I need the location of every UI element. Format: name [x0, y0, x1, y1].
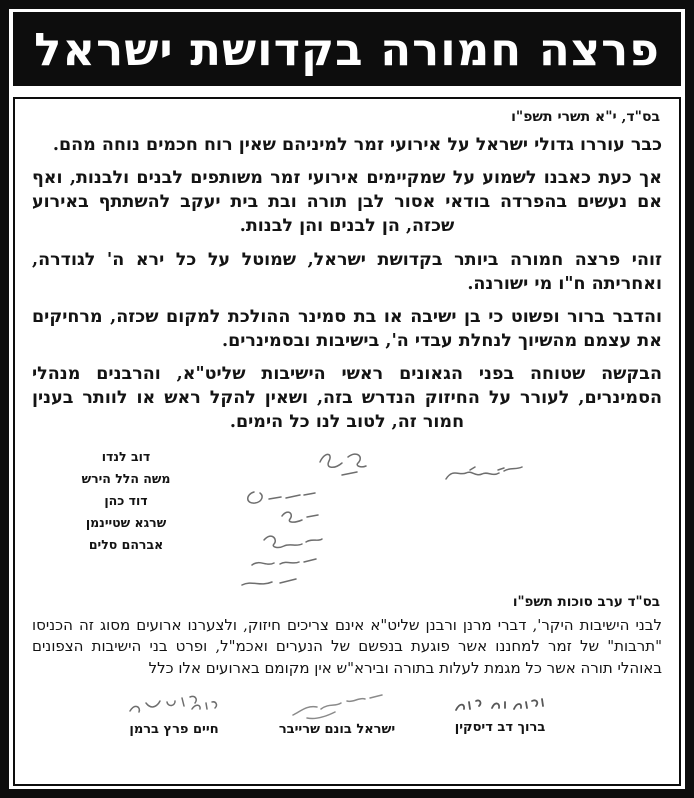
signatory-name: ברוך דב דיסקין: [454, 719, 546, 735]
paragraph-5: הבקשה שטוחה בפני הגאונים ראשי הישיבות שליט"א, והרבנים מנהלי הסמינרים, לעורר על החיזוק הנדרש בזה, ושאין להקל ראש או לוותר בענין חמור זה, לטוב לנו כל הימים.: [32, 364, 662, 433]
paragraph-2: אך כעת כאבנו לשמוע על שמקיימים אירועי זמר משותפים לבנים ולבנות, ואף אם נעשים בהפרדה בודאי אסור לבן תורה ובת בית יעקב להשתתף באירוע שכזה, הן לבנים והן לבנות.: [32, 168, 662, 237]
paragraph-1: כבר עוררו גדולי ישראל על אירועי זמר למיניהם שאין רוח חכמים נוחה מהם.: [52, 135, 662, 155]
signature-schreiber: [261, 693, 413, 737]
signatory-name: ישראל בונם שרייבר: [278, 721, 396, 737]
signature-scribble-berman: [122, 693, 226, 721]
signatory-name: משה הלל הירש: [81, 470, 171, 486]
signature-scribble-right: [440, 462, 532, 492]
signature-diskin: [424, 693, 576, 737]
signature-area-top: [32, 444, 662, 594]
poster-title: פרצה חמורה בקדושת ישראל: [13, 12, 681, 86]
signature-scribble-diskin: [446, 693, 554, 719]
signature-berman: [98, 693, 250, 737]
signature-scribble-schreiber: [281, 693, 393, 721]
signatory-name: שרגא שטיינמן: [85, 514, 167, 530]
paragraph-6: לבני הישיבות היקר', דברי מרנן ורבנן שליט"א אינם צריכים חיזוק, ולצערנו ארועים מסוג זה הכניסו "תרבות" של זמר למחננו אשר פוגעת בנפשם של הנערים ואכמ"ל, ופרט בני הישיבות הצפונים באוהלי תורה אשר כל מגמת לעלות בתורה ובירא"ש אין מקומם בארועים אלו כלל: [32, 615, 662, 678]
signature-row-bottom: [32, 680, 662, 737]
paragraph-4: והדבר ברור ופשוט כי בן ישיבה או בת סמינר ההולכת למקום שכזה, מרחיקים את עצמם מהשיוך לנחלת עבדי ה', בישיבות ובסמינרים.: [32, 306, 662, 351]
date-line-sukkot: בס"ד ערב סוכות תשפ"ו: [512, 593, 660, 610]
content-box: [13, 97, 681, 786]
paragraph-3: זוהי פרצה חמורה ביותר בקדושת ישראל, שמוטל על כל ירא ה' לגודרה, ואחריתה ח"ו מי ישורנה.: [32, 249, 662, 294]
printed-signatory-names: [60, 446, 192, 556]
signatory-name: דוב לנדו: [101, 448, 151, 464]
signatory-name: אברהם סלים: [88, 536, 164, 552]
signatory-name: דוד כהן: [104, 492, 148, 508]
date-line-tishrei: בס"ד, י"א תשרי תשפ"ו: [511, 109, 660, 125]
signature-scribble-cluster: [224, 446, 376, 596]
signatory-name: חיים פרץ ברמן: [129, 721, 219, 737]
